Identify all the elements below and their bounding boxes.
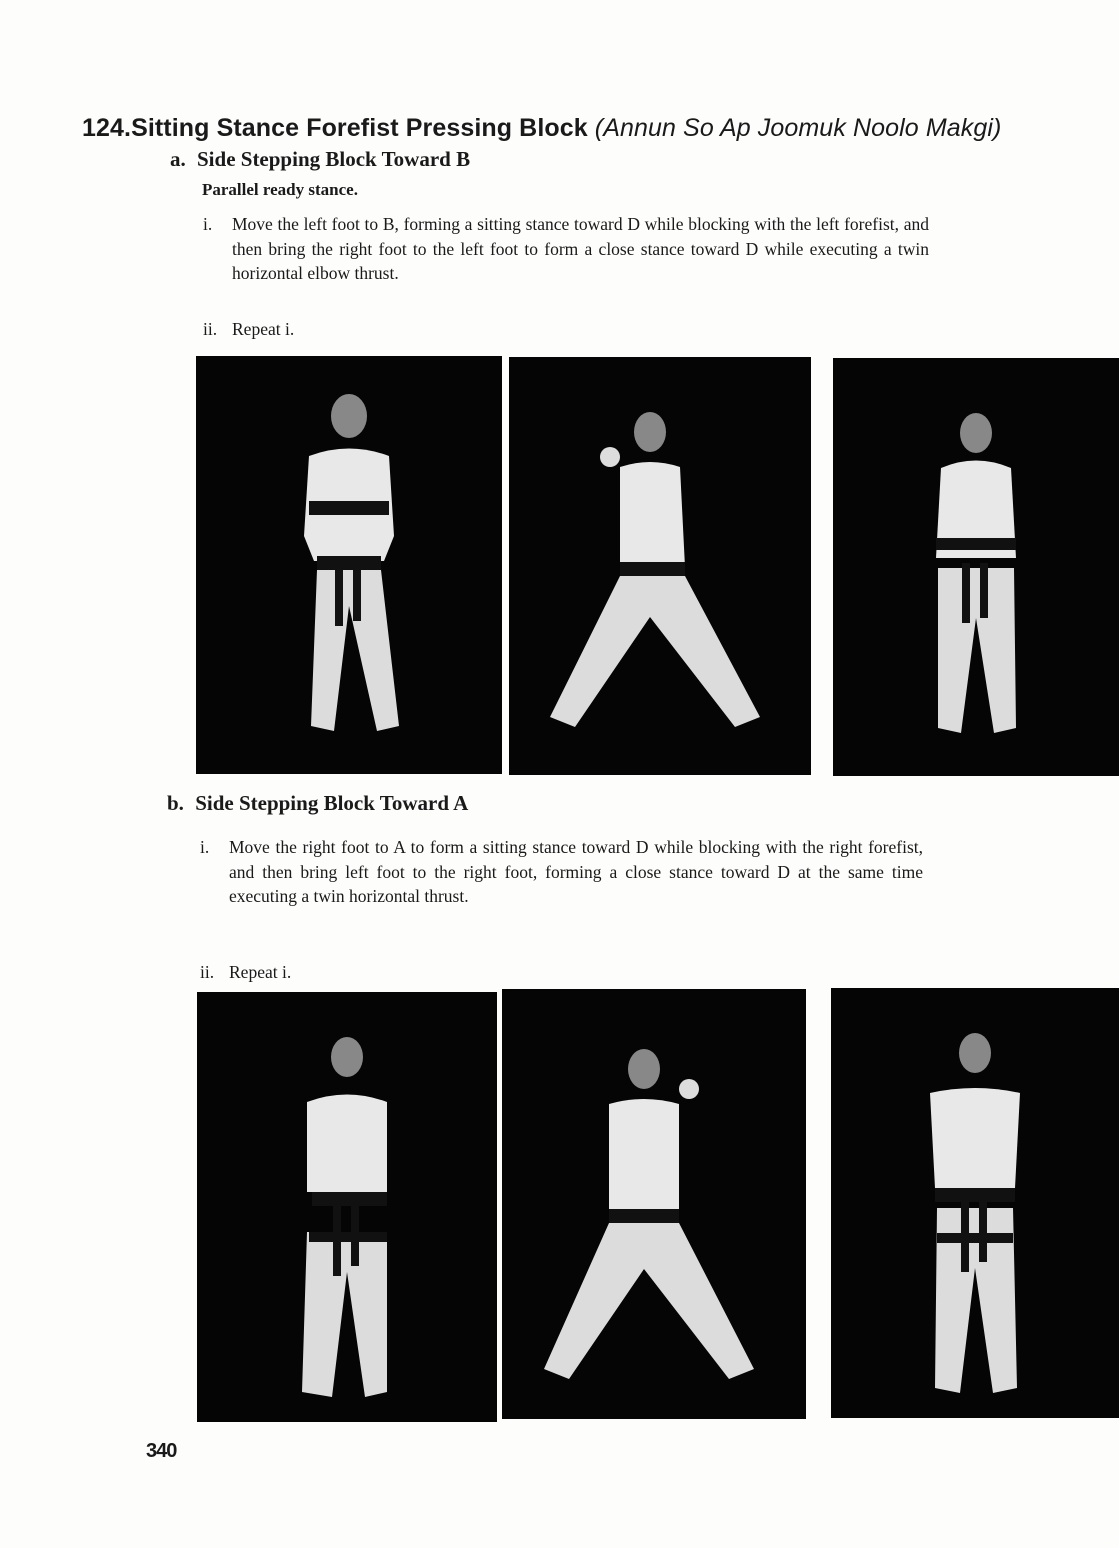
step-a-ii <box>203 317 929 342</box>
martial-artist-figure <box>875 1028 1075 1408</box>
step-number: ii. <box>200 962 215 982</box>
subsection-letter: b. <box>167 791 184 815</box>
section-number: 124. <box>82 114 132 142</box>
photo-a-2 <box>509 357 811 775</box>
step-number: ii. <box>203 319 218 339</box>
step-text: Repeat i. <box>232 319 295 339</box>
martial-artist-figure <box>247 1032 447 1412</box>
photo-b-1 <box>197 992 497 1422</box>
step-text: Move the right foot to A to form a sitting stance toward D while blocking with the right forefist, and then bring left foot to the right foot, forming a close stance toward D at the same time executing a twin horizontal thrust. <box>229 837 923 906</box>
martial-artist-figure <box>514 1029 794 1409</box>
martial-artist-figure <box>520 387 800 757</box>
step-number: i. <box>200 837 210 857</box>
step-b-ii <box>200 960 923 985</box>
subsection-a-heading <box>170 147 470 172</box>
section-title-main: Sitting Stance Forefist Pressing Block <box>131 114 588 142</box>
step-number: i. <box>203 214 213 234</box>
ready-stance-label: Parallel ready stance. <box>202 180 358 199</box>
martial-artist-figure <box>876 388 1076 758</box>
step-a-i <box>203 212 929 286</box>
subsection-b-heading <box>167 791 468 816</box>
subsection-heading-text: Side Stepping Block Toward A <box>195 791 469 815</box>
photo-a-3 <box>833 358 1119 776</box>
page-number: 340 <box>146 1440 177 1462</box>
subsection-letter: a. <box>170 147 186 171</box>
step-b-i <box>200 835 923 909</box>
photo-b-3 <box>831 988 1119 1418</box>
photo-b-2 <box>502 989 806 1419</box>
subsection-heading-text: Side Stepping Block Toward B <box>197 147 471 171</box>
section-title <box>82 114 1001 143</box>
step-text: Repeat i. <box>229 962 292 982</box>
martial-artist-figure <box>249 386 449 756</box>
section-title-korean: (Annun So Ap Joomuk Noolo Makgi) <box>594 114 1002 142</box>
step-text: Move the left foot to B, forming a sitting stance toward D while blocking with the left forefist, and then bring the right foot to the left foot to form a close stance toward D while executing a twin horizontal elbow thrust. <box>232 214 929 283</box>
photo-a-1 <box>196 356 502 774</box>
